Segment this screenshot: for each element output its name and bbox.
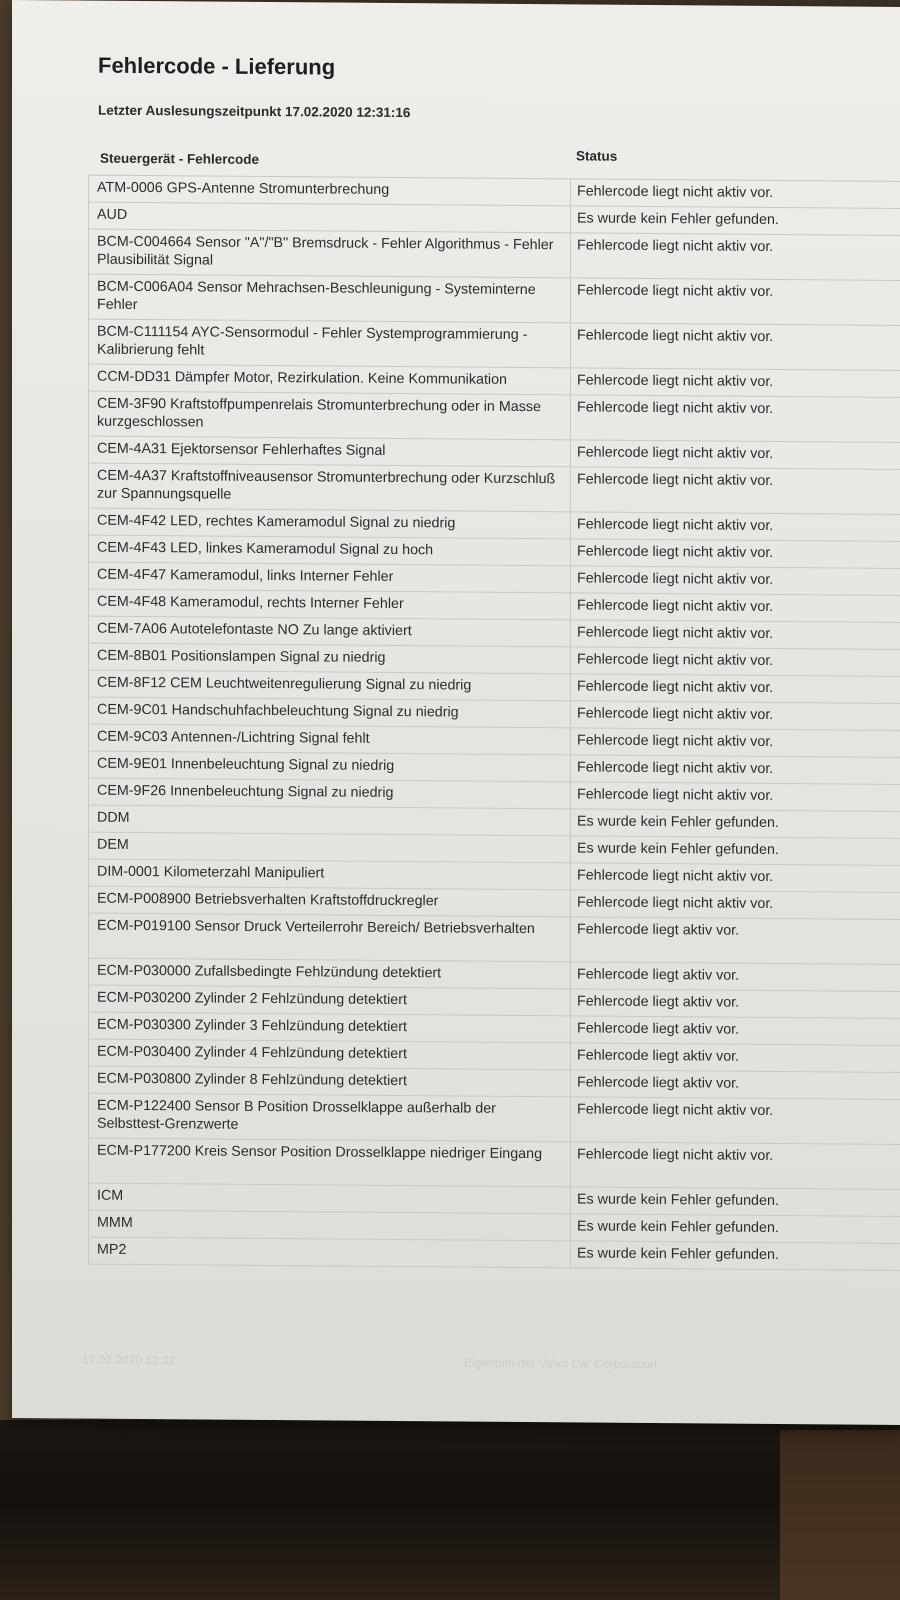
status-cell: Fehlercode liegt aktiv vor. — [570, 989, 900, 1018]
status-cell: Es wurde kein Fehler gefunden. — [570, 836, 900, 865]
fault-code-cell: ECM-P030200 Zylinder 2 Fehlzündung detektiert — [88, 986, 570, 1016]
status-cell: Fehlercode liegt nicht aktiv vor. — [570, 323, 900, 370]
read-timestamp: Letzter Auslesungszeitpunkt 17.02.2020 12:31:16 — [98, 102, 411, 121]
status-cell: Fehlercode liegt aktiv vor. — [570, 1070, 900, 1099]
status-cell: Es wurde kein Fehler gefunden. — [570, 1187, 900, 1216]
fault-code-cell: CCM-DD31 Dämpfer Motor, Rezirkulation. Keine Kommunikation — [88, 365, 570, 395]
fault-code-cell: ECM-P008900 Betriebsverhalten Kraftstoffdruckregler — [88, 887, 570, 917]
status-cell: Fehlercode liegt nicht aktiv vor. — [570, 755, 900, 784]
status-cell: Fehlercode liegt nicht aktiv vor. — [570, 512, 900, 541]
status-cell: Fehlercode liegt aktiv vor. — [570, 917, 900, 964]
status-cell: Fehlercode liegt aktiv vor. — [570, 1043, 900, 1072]
fault-code-cell: ECM-P177200 Kreis Sensor Position Drosselklappe niedriger Eingang — [88, 1139, 570, 1187]
fault-code-cell: ECM-P030800 Zylinder 8 Fehlzündung detektiert — [88, 1067, 570, 1097]
status-cell: Es wurde kein Fehler gefunden. — [570, 206, 900, 235]
fault-code-cell: DIM-0001 Kilometerzahl Manipuliert — [88, 860, 570, 890]
fault-code-cell: CEM-9C01 Handschuhfachbeleuchtung Signal zu niedrig — [88, 698, 570, 728]
status-cell: Fehlercode liegt nicht aktiv vor. — [570, 890, 900, 919]
table-row — [88, 913, 900, 964]
fault-code-cell: ECM-P019100 Sensor Druck Verteilerrohr Bereich/ Betriebsverhalten — [88, 914, 570, 962]
fault-code-cell: BCM-C111154 AYC-Sensormodul - Fehler Systemprogrammierung - Kalibrierung fehlt — [88, 320, 570, 368]
table-row — [88, 319, 900, 370]
page-title: Fehlercode - Lieferung — [98, 52, 336, 80]
table-row — [88, 1138, 900, 1189]
table-surface — [0, 1420, 900, 1600]
fault-code-cell: ECM-P030400 Zylinder 4 Fehlzündung detektiert — [88, 1040, 570, 1070]
fault-code-cell: ECM-P122400 Sensor B Position Drosselklappe außerhalb der Selbsttest-Grenzwerte — [88, 1094, 570, 1142]
fault-code-cell: DDM — [88, 806, 570, 836]
table-row — [88, 391, 900, 442]
status-cell: Fehlercode liegt nicht aktiv vor. — [570, 278, 900, 325]
status-cell: Fehlercode liegt nicht aktiv vor. — [570, 368, 900, 397]
fault-code-cell: ICM — [88, 1184, 570, 1214]
status-cell: Fehlercode liegt nicht aktiv vor. — [570, 395, 900, 442]
fault-code-cell: CEM-7A06 Autotelefontaste NO Zu lange aktiviert — [88, 617, 570, 647]
status-cell: Es wurde kein Fehler gefunden. — [570, 809, 900, 838]
status-cell: Fehlercode liegt nicht aktiv vor. — [570, 782, 900, 811]
document-content — [74, 0, 900, 1372]
footer-date: 17.02.2020 12:32 — [82, 1352, 176, 1368]
fault-code-cell: CEM-8F12 CEM Leuchtweitenregulierung Signal zu niedrig — [88, 671, 570, 701]
fault-code-cell: ECM-P030300 Zylinder 3 Fehlzündung detektiert — [88, 1013, 570, 1043]
fault-code-cell: CEM-4F47 Kameramodul, links Interner Fehler — [88, 563, 570, 593]
status-cell: Fehlercode liegt nicht aktiv vor. — [570, 467, 900, 514]
status-cell: Fehlercode liegt aktiv vor. — [570, 962, 900, 991]
table-row — [88, 229, 900, 280]
status-cell: Fehlercode liegt nicht aktiv vor. — [570, 863, 900, 892]
fault-code-cell: CEM-8B01 Positionslampen Signal zu niedrig — [88, 644, 570, 674]
fault-code-cell: ATM-0006 GPS-Antenne Stromunterbrechung — [88, 176, 570, 206]
fault-code-cell: CEM-4F48 Kameramodul, rechts Interner Fehler — [88, 590, 570, 620]
status-cell: Fehlercode liegt nicht aktiv vor. — [570, 647, 900, 676]
status-cell: Fehlercode liegt nicht aktiv vor. — [570, 593, 900, 622]
status-cell: Fehlercode liegt nicht aktiv vor. — [570, 233, 900, 280]
table-row — [88, 1093, 900, 1144]
table-row — [88, 463, 900, 514]
fault-code-cell: CEM-4A37 Kraftstoffniveausensor Stromunterbrechung oder Kurzschluß zur Spannungsquelle — [88, 464, 570, 512]
fault-code-cell: AUD — [88, 203, 570, 233]
fault-code-cell: MP2 — [88, 1238, 570, 1268]
status-cell: Fehlercode liegt nicht aktiv vor. — [570, 179, 900, 208]
table-row — [88, 274, 900, 325]
column-header-code: Steuergerät - Fehlercode — [100, 150, 260, 167]
status-cell: Es wurde kein Fehler gefunden. — [570, 1241, 900, 1270]
fault-code-cell: MMM — [88, 1211, 570, 1241]
status-cell: Fehlercode liegt nicht aktiv vor. — [570, 1142, 900, 1189]
fault-code-cell: DEM — [88, 833, 570, 863]
status-cell: Es wurde kein Fehler gefunden. — [570, 1214, 900, 1243]
paper-sheet — [12, 0, 900, 1425]
wooden-edge — [780, 1430, 900, 1600]
footer-owner: Eigentum der Volvo Car Corporation — [464, 1355, 657, 1372]
fault-code-cell: BCM-C006A04 Sensor Mehrachsen-Beschleunigung - Systeminterne Fehler — [88, 275, 570, 323]
status-cell: Fehlercode liegt nicht aktiv vor. — [570, 728, 900, 757]
fault-code-cell: CEM-9F26 Innenbeleuchtung Signal zu niedrig — [88, 779, 570, 809]
column-header-status: Status — [576, 148, 618, 164]
status-cell: Fehlercode liegt nicht aktiv vor. — [570, 539, 900, 568]
fault-code-cell: CEM-3F90 Kraftstoffpumpenrelais Stromunterbrechung oder in Masse kurzgeschlossen — [88, 392, 570, 440]
status-cell: Fehlercode liegt nicht aktiv vor. — [570, 674, 900, 703]
status-cell: Fehlercode liegt aktiv vor. — [570, 1016, 900, 1045]
fault-code-cell: CEM-9C03 Antennen-/Lichtring Signal fehlt — [88, 725, 570, 755]
fault-code-cell: ECM-P030000 Zufallsbedingte Fehlzündung detektiert — [88, 959, 570, 989]
status-cell: Fehlercode liegt nicht aktiv vor. — [570, 620, 900, 649]
status-cell: Fehlercode liegt nicht aktiv vor. — [570, 440, 900, 469]
fault-code-cell: CEM-9E01 Innenbeleuchtung Signal zu niedrig — [88, 752, 570, 782]
fault-code-cell: CEM-4A31 Ejektorsensor Fehlerhaftes Signal — [88, 437, 570, 467]
fault-code-cell: CEM-4F42 LED, rechtes Kameramodul Signal zu niedrig — [88, 509, 570, 539]
fault-code-cell: CEM-4F43 LED, linkes Kameramodul Signal zu hoch — [88, 536, 570, 566]
status-cell: Fehlercode liegt nicht aktiv vor. — [570, 1097, 900, 1144]
fault-code-table — [88, 175, 900, 1271]
fault-code-cell: BCM-C004664 Sensor "A"/"B" Bremsdruck - Fehler Algorithmus - Fehler Plausibilität Signal — [88, 230, 570, 278]
status-cell: Fehlercode liegt nicht aktiv vor. — [570, 701, 900, 730]
status-cell: Fehlercode liegt nicht aktiv vor. — [570, 566, 900, 595]
